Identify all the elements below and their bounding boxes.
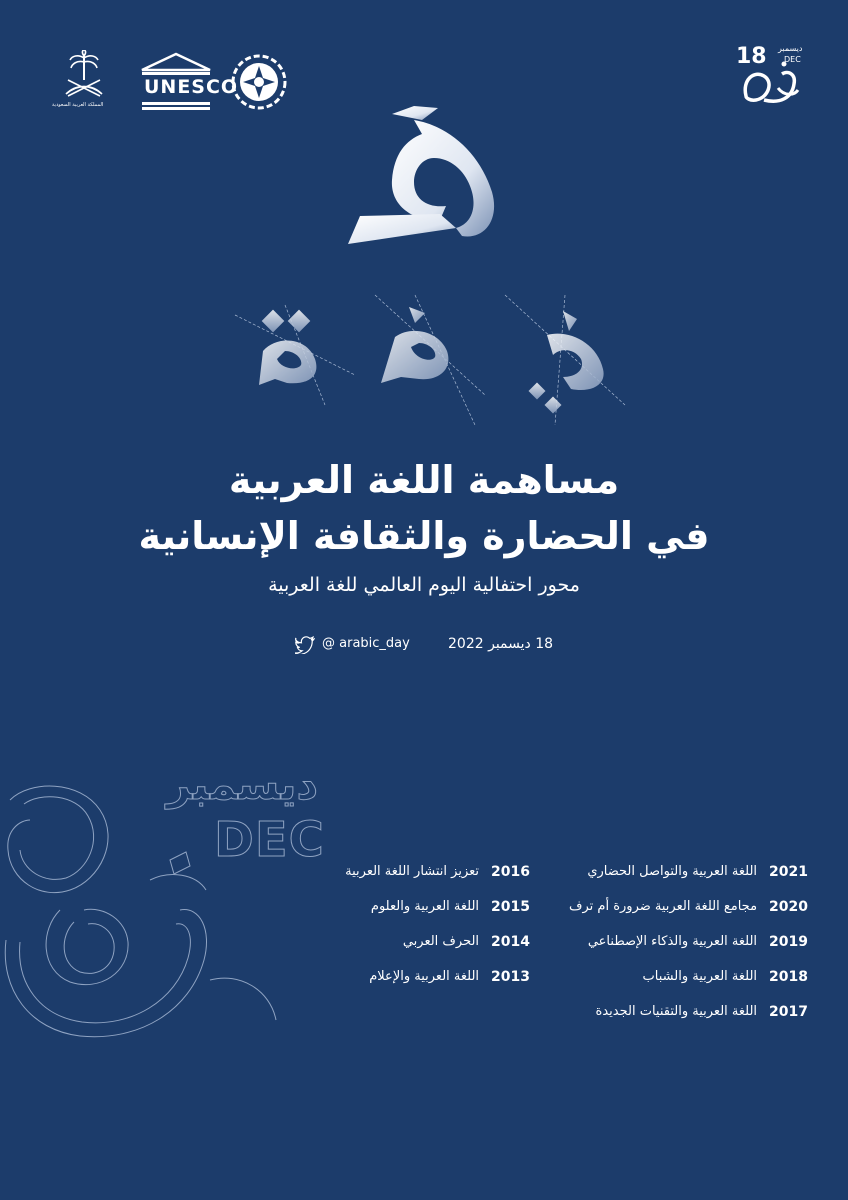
theme-year: 2018 <box>769 969 808 985</box>
saudi-emblem-logo <box>50 50 118 116</box>
theme-text: تعزيز انتشار اللغة العربية <box>345 864 480 879</box>
decorative-dec-word: DEC <box>214 812 325 868</box>
list-item <box>540 930 808 965</box>
unesco-logo <box>136 48 239 114</box>
list-item <box>540 965 808 1000</box>
theme-text: الحرف العربي <box>402 934 480 949</box>
meta-row <box>0 634 848 660</box>
event-month: ديسمبر <box>778 44 803 53</box>
title-block <box>0 452 848 598</box>
title-line-1: مساهمة اللغة العربية <box>228 458 620 502</box>
list-item <box>540 860 808 895</box>
event-day: 18 <box>736 44 767 69</box>
decorative-month-word: ديسمبر <box>166 760 318 809</box>
event-date: 18 ديسمبر 2022 <box>448 636 554 652</box>
theme-year: 2014 <box>491 934 530 950</box>
theme-text: اللغة العربية والتواصل الحضاري <box>587 864 758 879</box>
event-dec: DEC <box>784 55 801 64</box>
list-item <box>540 895 808 930</box>
ha-letters-row <box>225 285 635 435</box>
twitter-handle[interactable]: @ arabic_day <box>322 636 410 651</box>
theme-text: اللغة العربية والشباب <box>642 969 758 984</box>
themes-list-recent <box>540 860 808 1035</box>
theme-year: 2017 <box>769 1004 808 1020</box>
theme-year: 2020 <box>769 899 808 915</box>
theme-text: اللغة العربية والتقنيات الجديدة <box>595 1004 758 1019</box>
theme-year: 2015 <box>491 899 530 915</box>
subtitle: محور احتفالية اليوم العالمي للغة العربية <box>268 574 580 596</box>
event-logo <box>734 40 814 120</box>
theme-text: اللغة العربية والعلوم <box>370 899 480 914</box>
theme-text: مجامع اللغة العربية ضرورة أم ترف <box>569 899 758 914</box>
theme-year: 2021 <box>769 864 808 880</box>
list-item <box>540 1000 808 1035</box>
rosette-logo <box>229 52 289 112</box>
palm-swords-icon <box>50 50 118 102</box>
theme-year: 2016 <box>491 864 530 880</box>
theme-year: 2019 <box>769 934 808 950</box>
twitter-icon[interactable] <box>295 636 315 654</box>
theme-text: اللغة العربية والإعلام <box>369 969 480 984</box>
unesco-wordmark: UNESCO <box>144 76 239 98</box>
themes-list-earlier <box>300 860 530 1000</box>
list-item <box>300 965 530 1000</box>
list-item <box>300 930 530 965</box>
rosette-icon <box>229 52 289 112</box>
saudi-caption: المملكة العربية السعودية <box>52 102 104 108</box>
list-item <box>300 860 530 895</box>
theme-year: 2013 <box>491 969 530 985</box>
big-ha-letter <box>330 96 520 256</box>
list-item <box>300 895 530 930</box>
theme-text: اللغة العربية والذكاء الإصطناعي <box>587 934 758 949</box>
title-line-2: في الحضارة والثقافة الإنسانية <box>138 514 710 558</box>
